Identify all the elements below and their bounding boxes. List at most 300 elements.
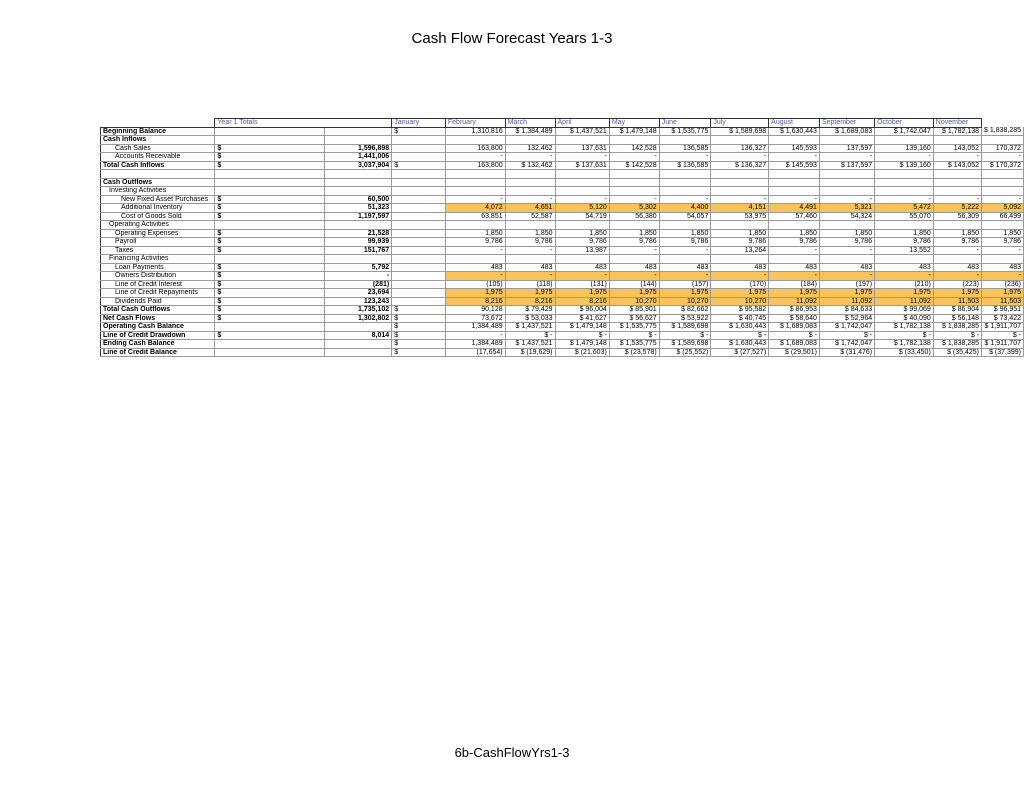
year-total-value xyxy=(325,255,392,264)
month-value-cell: 90,128 xyxy=(445,306,505,315)
header-month-june: June xyxy=(659,119,711,128)
month-value-cell: (131) xyxy=(555,280,609,289)
month-value-cell xyxy=(875,136,934,145)
year-total-value: 3,037,904 xyxy=(325,161,392,170)
row-label: Cost of Goods Sold xyxy=(101,212,215,221)
month-value-cell: 10,270 xyxy=(609,297,659,306)
month-value-cell: 483 xyxy=(609,263,659,272)
table-row xyxy=(101,221,1024,230)
month-value-cell: 54,719 xyxy=(555,212,609,221)
year-total-value: 1,302,802 xyxy=(325,314,392,323)
month-value-cell xyxy=(819,170,874,179)
month-value-cell xyxy=(505,221,555,230)
row-label: Line of Credit Drawdown xyxy=(101,331,215,340)
month-value-cell: 8,216 xyxy=(505,297,555,306)
month-value-cell: $ 1,782,138 xyxy=(933,127,981,136)
month-value-cell xyxy=(933,136,981,145)
month-value-cell: 73,672 xyxy=(445,314,505,323)
month-value-cell: $ 1,535,775 xyxy=(609,340,659,349)
row-label: Total Cash Inflows xyxy=(101,161,215,170)
year-total-value: 60,500 xyxy=(325,195,392,204)
month-dollar-sign: $ xyxy=(392,161,446,170)
month-value-cell: $ 1,782,138 xyxy=(875,323,934,332)
month-value-cell: (184) xyxy=(769,280,820,289)
month-value-cell: - xyxy=(445,195,505,204)
month-value-cell: 8,216 xyxy=(555,297,609,306)
table-row xyxy=(101,280,1024,289)
month-value-cell: (223) xyxy=(933,280,981,289)
month-value-cell: - xyxy=(933,272,981,281)
row-label: Additional Inventory xyxy=(101,204,215,213)
month-value-cell: $ 79,429 xyxy=(505,306,555,315)
month-value-cell xyxy=(505,170,555,179)
year-total-value xyxy=(325,348,392,357)
table-row xyxy=(101,153,1024,162)
month-value-cell: 8,216 xyxy=(445,297,505,306)
month-value-cell: - xyxy=(819,195,874,204)
month-value-cell: $ 1,630,443 xyxy=(769,127,820,136)
month-value-cell: - xyxy=(505,195,555,204)
month-value-cell xyxy=(982,255,1024,264)
month-value-cell: $ (31,476) xyxy=(819,348,874,357)
table-row xyxy=(101,255,1024,264)
year-total-value xyxy=(325,323,392,332)
month-dollar-sign xyxy=(392,187,446,196)
month-value-cell: 11,503 xyxy=(982,297,1024,306)
month-value-cell: $ 1,911,707 xyxy=(982,340,1024,349)
row-label: Cash Outflows xyxy=(101,178,215,187)
year-total-value: 21,528 xyxy=(325,229,392,238)
month-value-cell: - xyxy=(445,331,505,340)
month-value-cell: 1,384,489 xyxy=(445,323,505,332)
month-value-cell: $ - xyxy=(711,331,769,340)
month-value-cell: - xyxy=(933,246,981,255)
month-value-cell: $ 1,535,775 xyxy=(659,127,711,136)
table-row xyxy=(101,331,1024,340)
month-value-cell xyxy=(609,221,659,230)
month-value-cell xyxy=(445,221,505,230)
month-value-cell: - xyxy=(659,195,711,204)
month-value-cell: 1,850 xyxy=(933,229,981,238)
row-label: Operating Cash Balance xyxy=(101,323,215,332)
month-value-cell xyxy=(505,178,555,187)
month-value-cell: - xyxy=(875,195,934,204)
total-dollar-sign xyxy=(215,255,325,264)
month-value-cell: $ 1,479,148 xyxy=(609,127,659,136)
table-row xyxy=(101,178,1024,187)
month-value-cell xyxy=(609,170,659,179)
month-value-cell: 9,786 xyxy=(933,238,981,247)
month-value-cell xyxy=(819,136,874,145)
month-value-cell: $ 56,148 xyxy=(933,314,981,323)
month-value-cell xyxy=(933,170,981,179)
total-dollar-sign: $ xyxy=(215,331,325,340)
month-value-cell: - xyxy=(711,153,769,162)
month-value-cell: 136,585 xyxy=(659,144,711,153)
month-value-cell: 56,309 xyxy=(933,212,981,221)
month-value-cell: 63,851 xyxy=(445,212,505,221)
month-value-cell: 1,850 xyxy=(555,229,609,238)
month-value-cell: 483 xyxy=(505,263,555,272)
month-value-cell: $ 41,627 xyxy=(555,314,609,323)
month-value-cell: 5,321 xyxy=(819,204,874,213)
month-value-cell: $ 142,528 xyxy=(609,161,659,170)
month-value-cell xyxy=(933,221,981,230)
row-label: Loan Payments xyxy=(101,263,215,272)
month-value-cell: 53,975 xyxy=(711,212,769,221)
month-value-cell xyxy=(769,178,820,187)
row-label: Net Cash Flows xyxy=(101,314,215,323)
table-row xyxy=(101,246,1024,255)
row-label: Accounts Receivable xyxy=(101,153,215,162)
month-value-cell: - xyxy=(769,195,820,204)
month-value-cell: 52,587 xyxy=(505,212,555,221)
month-value-cell xyxy=(445,187,505,196)
month-value-cell xyxy=(982,178,1024,187)
month-value-cell xyxy=(505,187,555,196)
month-dollar-sign: $ xyxy=(392,314,446,323)
month-value-cell: $ 132,462 xyxy=(505,161,555,170)
total-dollar-sign: $ xyxy=(215,153,325,162)
month-value-cell: $ 1,630,443 xyxy=(711,323,769,332)
header-month-april: April xyxy=(555,119,609,128)
header-month-january: January xyxy=(392,119,446,128)
header-month-february: February xyxy=(445,119,505,128)
month-value-cell: 142,528 xyxy=(609,144,659,153)
month-value-cell: 483 xyxy=(982,263,1024,272)
month-value-cell: - xyxy=(445,272,505,281)
table-row xyxy=(101,272,1024,281)
row-label: Operating Expenses xyxy=(101,229,215,238)
month-value-cell: 1,975 xyxy=(875,289,934,298)
month-value-cell: $ 1,479,148 xyxy=(555,340,609,349)
month-value-cell xyxy=(555,178,609,187)
month-value-cell: 13,264 xyxy=(711,246,769,255)
month-value-cell: (170) xyxy=(711,280,769,289)
month-value-cell: 11,092 xyxy=(819,297,874,306)
month-value-cell: (105) xyxy=(445,280,505,289)
month-value-cell: 4,151 xyxy=(711,204,769,213)
month-value-cell: (118) xyxy=(505,280,555,289)
month-value-cell: - xyxy=(769,153,820,162)
cash-flow-table xyxy=(100,118,1024,357)
month-value-cell: - xyxy=(769,246,820,255)
total-dollar-sign xyxy=(215,221,325,230)
total-dollar-sign xyxy=(215,127,325,136)
year-total-value: (281) xyxy=(325,280,392,289)
month-value-cell: $ 139,160 xyxy=(875,161,934,170)
row-label: Investing Activities xyxy=(101,187,215,196)
month-value-cell: 483 xyxy=(659,263,711,272)
month-value-cell: - xyxy=(933,195,981,204)
month-dollar-sign xyxy=(392,297,446,306)
month-dollar-sign: $ xyxy=(392,331,446,340)
row-label: Owners Distribution xyxy=(101,272,215,281)
month-dollar-sign xyxy=(392,195,446,204)
month-value-cell: (144) xyxy=(609,280,659,289)
month-value-cell: $ 85,901 xyxy=(609,306,659,315)
month-value-cell: 10,270 xyxy=(659,297,711,306)
month-value-cell: (17,654) xyxy=(445,348,505,357)
row-label: Line of Credit Balance xyxy=(101,348,215,357)
month-value-cell xyxy=(555,187,609,196)
year-total-value: 8,014 xyxy=(325,331,392,340)
month-value-cell: 9,786 xyxy=(819,238,874,247)
header-month-october: October xyxy=(875,119,934,128)
month-value-cell: 483 xyxy=(819,263,874,272)
total-dollar-sign xyxy=(215,170,325,179)
month-dollar-sign xyxy=(392,153,446,162)
year-total-value: 99,939 xyxy=(325,238,392,247)
month-value-cell xyxy=(875,187,934,196)
month-value-cell: - xyxy=(982,246,1024,255)
table-row xyxy=(101,195,1024,204)
month-value-cell: $ 1,689,083 xyxy=(769,340,820,349)
year-total-value: 5,792 xyxy=(325,263,392,272)
month-value-cell: $ 137,597 xyxy=(819,161,874,170)
month-value-cell: - xyxy=(505,153,555,162)
month-value-cell xyxy=(933,255,981,264)
month-value-cell: (210) xyxy=(875,280,934,289)
month-value-cell: $ 53,922 xyxy=(659,314,711,323)
row-label: Operating Activities xyxy=(101,221,215,230)
month-value-cell: $ (37,399) xyxy=(982,348,1024,357)
month-value-cell: $ 1,437,521 xyxy=(505,340,555,349)
month-value-cell: - xyxy=(982,153,1024,162)
month-value-cell: 55,070 xyxy=(875,212,934,221)
table-row xyxy=(101,297,1024,306)
table-row xyxy=(101,127,1024,136)
total-dollar-sign xyxy=(215,323,325,332)
month-value-cell: - xyxy=(505,246,555,255)
month-value-cell: 145,593 xyxy=(769,144,820,153)
month-value-cell: - xyxy=(982,272,1024,281)
header-row xyxy=(101,119,1024,128)
month-value-cell: $ 99,069 xyxy=(875,306,934,315)
month-value-cell: $ 1,838,285 xyxy=(982,127,1024,136)
month-value-cell: 483 xyxy=(769,263,820,272)
table-row xyxy=(101,212,1024,221)
month-value-cell: $ 136,327 xyxy=(711,161,769,170)
month-value-cell: $ (25,552) xyxy=(659,348,711,357)
month-value-cell: 1,975 xyxy=(711,289,769,298)
month-value-cell: $ 1,535,775 xyxy=(609,323,659,332)
month-value-cell: $ 1,437,521 xyxy=(505,323,555,332)
month-value-cell xyxy=(555,170,609,179)
header-month-july: July xyxy=(711,119,769,128)
table-row xyxy=(101,263,1024,272)
month-value-cell: - xyxy=(609,246,659,255)
month-value-cell: 11,092 xyxy=(769,297,820,306)
table-row xyxy=(101,323,1024,332)
month-value-cell: 5,302 xyxy=(609,204,659,213)
month-value-cell: - xyxy=(769,272,820,281)
month-value-cell: $ (19,629) xyxy=(505,348,555,357)
month-value-cell: $ - xyxy=(982,331,1024,340)
total-dollar-sign: $ xyxy=(215,204,325,213)
month-value-cell: - xyxy=(505,272,555,281)
total-dollar-sign: $ xyxy=(215,263,325,272)
month-value-cell xyxy=(659,170,711,179)
year-total-value xyxy=(325,136,392,145)
month-value-cell: 143,052 xyxy=(933,144,981,153)
month-value-cell: 1,975 xyxy=(659,289,711,298)
month-dollar-sign xyxy=(392,238,446,247)
month-value-cell: - xyxy=(659,153,711,162)
month-value-cell: $ 1,838,285 xyxy=(933,340,981,349)
row-label: Dividends Paid xyxy=(101,297,215,306)
month-value-cell: 1,850 xyxy=(505,229,555,238)
month-value-cell: 54,057 xyxy=(659,212,711,221)
month-value-cell: (197) xyxy=(819,280,874,289)
year-total-value xyxy=(325,187,392,196)
month-value-cell: 4,400 xyxy=(659,204,711,213)
month-value-cell xyxy=(609,255,659,264)
month-value-cell: $ - xyxy=(769,331,820,340)
month-value-cell xyxy=(982,187,1024,196)
month-value-cell: - xyxy=(659,272,711,281)
month-dollar-sign: $ xyxy=(392,340,446,349)
month-value-cell: $ 1,479,148 xyxy=(555,323,609,332)
month-dollar-sign: $ xyxy=(392,323,446,332)
sheet-name-footer: 6b-CashFlowYrs1-3 xyxy=(454,745,570,760)
table-row xyxy=(101,306,1024,315)
month-value-cell xyxy=(819,178,874,187)
month-value-cell: 1,310,816 xyxy=(445,127,505,136)
month-value-cell xyxy=(875,178,934,187)
month-value-cell: 483 xyxy=(555,263,609,272)
month-value-cell: $ 1,742,047 xyxy=(875,127,934,136)
month-value-cell: $ - xyxy=(505,331,555,340)
month-dollar-sign xyxy=(392,221,446,230)
month-value-cell: $ 82,662 xyxy=(659,306,711,315)
month-value-cell: 9,786 xyxy=(711,238,769,247)
month-value-cell: $ 40,090 xyxy=(875,314,934,323)
total-dollar-sign: $ xyxy=(215,144,325,153)
header-blank-cell xyxy=(101,119,215,128)
month-value-cell: $ 1,782,138 xyxy=(875,340,934,349)
month-value-cell: $ 145,593 xyxy=(769,161,820,170)
month-value-cell: 1,850 xyxy=(769,229,820,238)
month-dollar-sign xyxy=(392,170,446,179)
month-value-cell: - xyxy=(933,153,981,162)
month-value-cell: 132,462 xyxy=(505,144,555,153)
month-value-cell xyxy=(555,136,609,145)
month-value-cell: $ 96,004 xyxy=(555,306,609,315)
header-month-august: August xyxy=(769,119,820,128)
month-value-cell: 11,092 xyxy=(875,297,934,306)
month-dollar-sign xyxy=(392,204,446,213)
year-total-value xyxy=(325,178,392,187)
year-total-value xyxy=(325,340,392,349)
total-dollar-sign: $ xyxy=(215,238,325,247)
month-value-cell: 1,975 xyxy=(445,289,505,298)
month-value-cell xyxy=(819,255,874,264)
month-value-cell: 1,975 xyxy=(933,289,981,298)
month-value-cell: $ 1,742,047 xyxy=(819,340,874,349)
month-value-cell: 9,786 xyxy=(769,238,820,247)
header-month-march: March xyxy=(505,119,555,128)
month-value-cell: 57,460 xyxy=(769,212,820,221)
month-value-cell: $ 1,742,047 xyxy=(819,323,874,332)
month-dollar-sign xyxy=(392,255,446,264)
month-value-cell: 66,499 xyxy=(982,212,1024,221)
month-value-cell xyxy=(769,255,820,264)
month-value-cell: 483 xyxy=(711,263,769,272)
month-value-cell xyxy=(555,221,609,230)
row-label: Line of Credit Repayments xyxy=(101,289,215,298)
table-row xyxy=(101,348,1024,357)
month-value-cell: $ - xyxy=(609,331,659,340)
month-value-cell: 1,975 xyxy=(982,289,1024,298)
table-row xyxy=(101,144,1024,153)
month-value-cell: $ 58,640 xyxy=(769,314,820,323)
month-value-cell: $ (23,578) xyxy=(609,348,659,357)
month-value-cell: 1,850 xyxy=(445,229,505,238)
month-value-cell: 137,631 xyxy=(555,144,609,153)
month-value-cell: 139,160 xyxy=(875,144,934,153)
month-value-cell: $ 73,422 xyxy=(982,314,1024,323)
month-value-cell: $ 86,953 xyxy=(769,306,820,315)
month-value-cell: $ - xyxy=(933,331,981,340)
total-dollar-sign: $ xyxy=(215,297,325,306)
month-value-cell xyxy=(609,178,659,187)
month-dollar-sign xyxy=(392,229,446,238)
month-value-cell: - xyxy=(819,246,874,255)
month-value-cell: $ 86,904 xyxy=(933,306,981,315)
month-value-cell xyxy=(555,255,609,264)
month-value-cell: $ 1,630,443 xyxy=(711,340,769,349)
month-value-cell xyxy=(982,170,1024,179)
month-value-cell: - xyxy=(875,272,934,281)
month-value-cell: $ - xyxy=(659,331,711,340)
row-label: Line of Credit Interest xyxy=(101,280,215,289)
month-value-cell: 137,597 xyxy=(819,144,874,153)
month-value-cell xyxy=(875,255,934,264)
month-value-cell: $ - xyxy=(555,331,609,340)
month-value-cell: $ 52,964 xyxy=(819,314,874,323)
month-value-cell: (157) xyxy=(659,280,711,289)
month-value-cell: 5,120 xyxy=(555,204,609,213)
month-dollar-sign xyxy=(392,272,446,281)
month-value-cell: 483 xyxy=(875,263,934,272)
month-value-cell xyxy=(609,187,659,196)
table-row xyxy=(101,204,1024,213)
month-value-cell: $ (33,450) xyxy=(875,348,934,357)
month-value-cell: $ (21,603) xyxy=(555,348,609,357)
month-value-cell: $ 96,951 xyxy=(982,306,1024,315)
month-value-cell xyxy=(659,136,711,145)
month-dollar-sign xyxy=(392,246,446,255)
month-value-cell: $ 1,589,698 xyxy=(711,127,769,136)
year-total-value xyxy=(325,170,392,179)
month-value-cell: $ (27,527) xyxy=(711,348,769,357)
month-value-cell xyxy=(875,170,934,179)
month-value-cell: 5,222 xyxy=(933,204,981,213)
month-value-cell: 163,800 xyxy=(445,161,505,170)
month-value-cell: 1,975 xyxy=(555,289,609,298)
month-value-cell xyxy=(711,221,769,230)
month-value-cell xyxy=(711,170,769,179)
month-value-cell: $ 53,033 xyxy=(505,314,555,323)
month-value-cell: 483 xyxy=(445,263,505,272)
total-dollar-sign: $ xyxy=(215,161,325,170)
month-value-cell xyxy=(711,136,769,145)
month-value-cell: $ 1,589,698 xyxy=(659,340,711,349)
month-value-cell: 9,786 xyxy=(505,238,555,247)
year-total-value: 51,323 xyxy=(325,204,392,213)
month-value-cell: - xyxy=(609,272,659,281)
